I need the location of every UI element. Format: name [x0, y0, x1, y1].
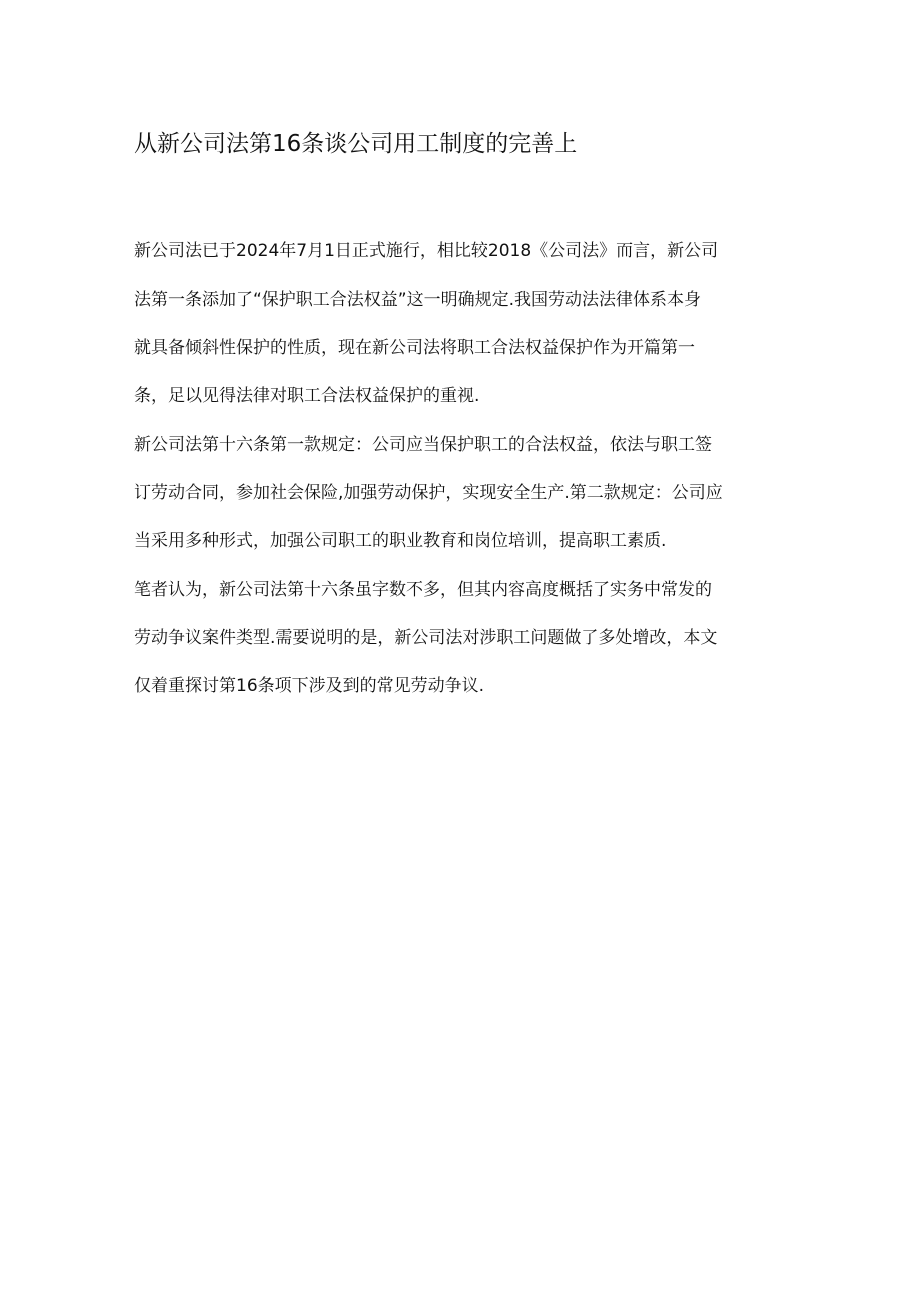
paragraph-2-line-3: 当采用多种形式，加强公司职工的职业教育和岗位培训，提高职工素质.: [134, 531, 667, 551]
paragraph-2-line-2: 订劳动合同，参加社会保险,加强劳动保护，实现安全生产.第二款规定：公司应: [134, 483, 723, 503]
paragraph-3-line-2: 劳动争议案件类型.需要说明的是，新公司法对涉职工问题做了多处增改，本文: [134, 628, 718, 648]
paragraph-1-line-2: 法第一条添加了“保护职工合法权益”这一明确规定.我国劳动法法律体系本身: [134, 290, 702, 310]
paragraph-1-line-4: 条，足以见得法律对职工合法权益保护的重视.: [134, 386, 480, 406]
paragraph-3-line-1: 笔者认为，新公司法第十六条虽字数不多，但其内容高度概括了实务中常发的: [134, 580, 712, 600]
document-title: 从新公司法第16条谈公司用工制度的完善上: [134, 131, 578, 157]
paragraph-3-line-3: 仅着重探讨第16条项下涉及到的常见劳动争议.: [134, 676, 485, 696]
paragraph-2-line-1: 新公司法第十六条第一款规定：公司应当保护职工的合法权益，依法与职工签: [134, 435, 712, 455]
paragraph-1-line-1: 新公司法已于2024年7月1日正式施行，相比较2018《公司法》而言，新公司: [134, 241, 719, 261]
paragraph-1-line-3: 就具备倾斜性保护的性质，现在新公司法将职工合法权益保护作为开篇第一: [134, 338, 695, 358]
